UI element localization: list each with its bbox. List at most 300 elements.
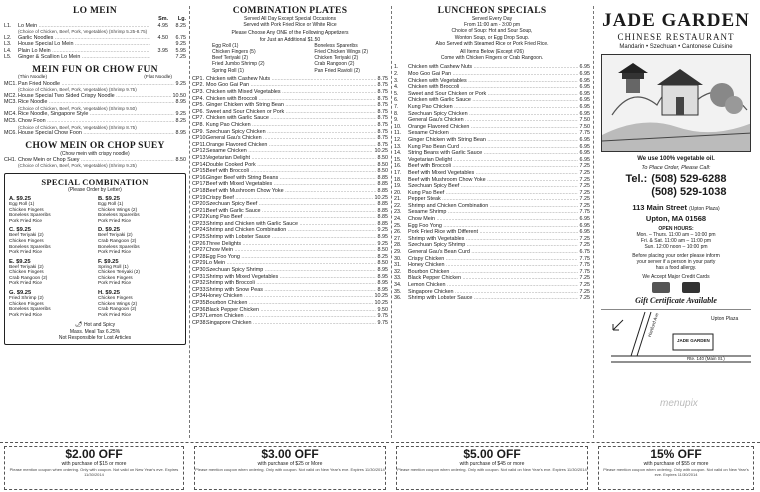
item-name: Singapore Chicken ..... bbox=[408, 289, 578, 296]
luncheon-item[interactable] bbox=[394, 64, 590, 71]
lunch-intro-2: From 11:00 am - 3:00 pm bbox=[463, 22, 521, 29]
combo-component: Egg Roll (1) bbox=[9, 201, 35, 207]
luncheon-item[interactable] bbox=[394, 78, 590, 85]
luncheon-item[interactable] bbox=[394, 157, 590, 164]
panel-divider bbox=[391, 6, 392, 438]
item-number: MC3. bbox=[4, 99, 17, 106]
combination-plate-item[interactable] bbox=[192, 221, 388, 228]
item-name: Szechuan Spicy Shrimp ..... bbox=[408, 242, 578, 249]
item-name: Lo Mein ..... bbox=[18, 23, 150, 30]
appetizer-choice: Crab Rangoon (2) bbox=[314, 61, 355, 68]
item-name: Ginger Chicken with String Bean ..... bbox=[408, 137, 578, 144]
item-name: Chicken with Vegetables ..... bbox=[408, 78, 578, 85]
item-name: Double Cooked Pork ..... bbox=[206, 162, 376, 169]
item-number: 28. bbox=[394, 242, 402, 249]
panel-divider bbox=[189, 6, 190, 438]
item-price: 8.50 bbox=[175, 156, 186, 163]
luncheon-item[interactable] bbox=[394, 203, 590, 210]
item-price: 10.50 bbox=[172, 92, 186, 99]
combo-component: Chicken Fingers bbox=[98, 275, 133, 281]
item-number: 18. bbox=[394, 176, 402, 183]
mein-fun-item[interactable] bbox=[4, 99, 186, 106]
luncheon-item[interactable] bbox=[394, 196, 590, 203]
item-price: 7.25 bbox=[579, 295, 590, 302]
item-price-sm: 4.95 bbox=[157, 22, 168, 29]
item-number: MC6. bbox=[4, 129, 17, 136]
combination-plate-item[interactable] bbox=[192, 201, 388, 208]
item-price: 6.95 bbox=[579, 103, 590, 110]
item-price: 7.25 bbox=[579, 242, 590, 249]
combination-plate-item[interactable] bbox=[192, 155, 388, 162]
item-number: 7. bbox=[394, 103, 399, 110]
oil-note: We use 100% vegetable oil. bbox=[637, 156, 715, 162]
combo-component: Boneless Spareribs bbox=[98, 244, 140, 250]
item-name: Chicken with Broccoli ..... bbox=[206, 96, 376, 103]
item-price: 9.25 bbox=[377, 227, 388, 234]
combo-option[interactable] bbox=[9, 227, 92, 255]
item-price-lg: 6.75 bbox=[175, 34, 186, 41]
lo-mein-item[interactable] bbox=[4, 23, 186, 30]
item-name: Lo Mein ..... bbox=[206, 260, 376, 267]
item-number: MC1. bbox=[4, 80, 17, 87]
item-name: Chow Mein ..... bbox=[206, 247, 376, 254]
luncheon-item[interactable] bbox=[394, 170, 590, 177]
luncheon-item[interactable] bbox=[394, 229, 590, 236]
map-jade-label: JADE GARDEN bbox=[677, 338, 710, 343]
item-number: CP7. bbox=[192, 115, 204, 122]
item-price: 7.25 bbox=[579, 189, 590, 196]
hot-spicy-label: Hot and Spicy bbox=[83, 322, 116, 329]
item-number: CP38. bbox=[192, 319, 207, 326]
item-name: Vegetarian Delight ..... bbox=[408, 157, 578, 164]
item-name: Bourbon Chicken ..... bbox=[408, 269, 578, 276]
luncheon-item[interactable] bbox=[394, 216, 590, 223]
combo-option[interactable] bbox=[9, 259, 92, 287]
item-price: 7.50 bbox=[579, 117, 590, 124]
item-price: 8.85 bbox=[377, 214, 388, 221]
luncheon-item[interactable] bbox=[394, 236, 590, 243]
luncheon-item[interactable] bbox=[394, 137, 590, 144]
item-price: 8.50 bbox=[377, 161, 388, 168]
combo-component: Pork Fried Rice bbox=[9, 281, 43, 287]
item-number: 14. bbox=[394, 150, 402, 157]
item-name: House Special Lo Mein ..... bbox=[18, 41, 150, 48]
combination-plate-item[interactable] bbox=[192, 82, 388, 89]
item-price: 8.75 bbox=[377, 121, 388, 128]
item-name: Sweet and Sour Chicken or Pork ..... bbox=[206, 109, 376, 116]
item-price: 8.75 bbox=[377, 128, 388, 135]
item-name: Shrimp and Chicken Combination ..... bbox=[206, 227, 376, 234]
item-name: Garlic Noodles ..... bbox=[18, 35, 150, 42]
combo-component: Pork Fried Rice bbox=[98, 218, 132, 224]
item-number: 36. bbox=[394, 295, 402, 302]
item-name: Chicken with Cashew Nuts ..... bbox=[206, 76, 376, 83]
item-price: 6.75 bbox=[579, 249, 590, 256]
item-price: 8.95 bbox=[377, 286, 388, 293]
luncheon-item[interactable] bbox=[394, 269, 590, 276]
item-price: 8.75 bbox=[377, 95, 388, 102]
item-name: Beef with Mixed Vegetables ..... bbox=[206, 181, 376, 188]
col-sm: Sm. bbox=[158, 16, 168, 22]
item-number: CP32. bbox=[192, 280, 207, 287]
item-number: CP15. bbox=[192, 168, 207, 175]
luncheon-item[interactable] bbox=[394, 282, 590, 289]
item-price: 7.25 bbox=[579, 288, 590, 295]
item-price: 7.25 bbox=[579, 183, 590, 190]
item-number: CP30. bbox=[192, 267, 207, 274]
luncheon-item[interactable] bbox=[394, 249, 590, 256]
combination-plates-list bbox=[192, 76, 388, 327]
cuisine-line: Mandarin • Szechuan • Cantonese Cuisine bbox=[619, 44, 733, 50]
hours-1: Mon. – Thurs. 11:00 am – 10:00 pm bbox=[636, 232, 716, 238]
item-number: CP27. bbox=[192, 247, 207, 254]
item-price: 6.95 bbox=[579, 90, 590, 97]
appetizer-choice: Chicken Teriyaki (2) bbox=[314, 55, 359, 62]
luncheon-item[interactable] bbox=[394, 289, 590, 296]
coupon-fine-print: Please mention coupon when ordering. Only with coupon. Not valid on New Year's eve. Expires 11/30/2014 bbox=[9, 467, 179, 477]
item-name: String Beans with Garlic Sauce ..... bbox=[408, 150, 578, 157]
chop-suey-subtitle: (Chow mein with crispy noodle) bbox=[60, 150, 130, 157]
item-number: CP25. bbox=[192, 234, 207, 241]
item-name: House Special Chow Foon ..... bbox=[18, 130, 174, 137]
combination-plate-item[interactable] bbox=[192, 280, 388, 287]
item-price: 9.75 bbox=[377, 313, 388, 320]
luncheon-list bbox=[394, 64, 590, 301]
combination-plate-item[interactable] bbox=[192, 287, 388, 294]
item-price: 7.75 bbox=[579, 209, 590, 216]
combo-option[interactable] bbox=[98, 290, 181, 318]
combo-option[interactable] bbox=[98, 196, 181, 224]
coupon-amount: 15% OFF bbox=[650, 447, 702, 461]
combination-plate-item[interactable] bbox=[192, 214, 388, 221]
item-price: 8.85 bbox=[377, 220, 388, 227]
item-price: 7.25 bbox=[579, 202, 590, 209]
item-price: 8.75 bbox=[377, 115, 388, 122]
item-price: 6.95 bbox=[579, 222, 590, 229]
item-name: Orange Flavored Chicken ..... bbox=[408, 124, 578, 131]
combo-component: Beef Teriyaki (2) bbox=[9, 264, 44, 270]
combo-component: Chicken Wings (2) bbox=[98, 301, 138, 307]
combo-header: G. $9.25 bbox=[9, 290, 32, 297]
combination-plate-item[interactable] bbox=[192, 76, 388, 83]
mein-fun-item[interactable] bbox=[4, 118, 186, 125]
item-note-text: (Choice of Chicken, Beef, Pork, Vegetables) (Shrimp 9.25) bbox=[18, 163, 137, 169]
item-number: 13. bbox=[394, 143, 402, 150]
combo-component: Crab Rangoon (2) bbox=[98, 238, 137, 244]
item-number: MC2. bbox=[4, 92, 17, 99]
item-name: Chicken with Garlic Sauce ..... bbox=[206, 115, 376, 122]
appetizer-choice: Fried Jumbo Shrimp (2) bbox=[212, 61, 265, 68]
luncheon-item[interactable] bbox=[394, 150, 590, 157]
item-price: 7.25 bbox=[579, 282, 590, 289]
combination-plate-item[interactable] bbox=[192, 135, 388, 142]
item-price: 6.95 bbox=[579, 156, 590, 163]
item-name: Shrimp and Chicken Combination ..... bbox=[408, 203, 578, 210]
mein-fun-item[interactable] bbox=[4, 130, 186, 137]
item-price: 6.95 bbox=[579, 216, 590, 223]
item-name: Honey Chicken ..... bbox=[408, 262, 578, 269]
combination-plate-item[interactable] bbox=[192, 181, 388, 188]
item-name: Egg Foo Yong ..... bbox=[408, 223, 578, 230]
item-name: Chow Mein or Chop Suey ..... bbox=[18, 157, 174, 164]
combination-plate-item[interactable] bbox=[192, 96, 388, 103]
chili-icon: 🌶 bbox=[74, 322, 83, 329]
item-number: 17. bbox=[394, 169, 402, 176]
combination-plate-item[interactable] bbox=[192, 122, 388, 129]
item-price: 8.75 bbox=[377, 135, 388, 142]
map-route-label: Rte. 140 (Main St.) bbox=[687, 356, 725, 361]
lo-mein-item[interactable] bbox=[4, 35, 186, 42]
phone-1[interactable]: (508) 529-6288 bbox=[651, 173, 727, 185]
coupon[interactable] bbox=[194, 446, 386, 490]
item-price: 8.95 bbox=[377, 267, 388, 274]
item-number: CP13. bbox=[192, 154, 207, 161]
item-number: 34. bbox=[394, 282, 402, 289]
item-note-text: (Choice of Chicken, Beef, Pork, Vegetables) (Shrimp 9.75) bbox=[18, 87, 137, 93]
phone-2[interactable]: (508) 529-1038 bbox=[651, 186, 727, 198]
item-number: CP3. bbox=[192, 89, 204, 96]
item-number: CP24. bbox=[192, 227, 207, 234]
combination-plate-item[interactable] bbox=[192, 320, 388, 327]
item-number: 30. bbox=[394, 255, 402, 262]
item-price-lg: 8.25 bbox=[175, 22, 186, 29]
item-name: Lemon Chicken ..... bbox=[206, 313, 376, 320]
item-name: Shrimp and Chicken with Garlic Sauce ..... bbox=[206, 221, 376, 228]
item-note-text: (Choice of Chicken, Beef, Pork, Vegetables) (Shrimp 5.25-8.75) bbox=[18, 29, 148, 35]
item-number: CP9. bbox=[192, 128, 204, 135]
item-number: CP23. bbox=[192, 220, 207, 227]
combination-plate-item[interactable] bbox=[192, 241, 388, 248]
item-number: 12. bbox=[394, 136, 402, 143]
item-number: CP6. bbox=[192, 108, 204, 115]
combination-plate-item[interactable] bbox=[192, 175, 388, 182]
combo-component: Crab Rangoon (2) bbox=[98, 307, 137, 313]
luncheon-title: LUNCHEON SPECIALS bbox=[437, 6, 547, 16]
luncheon-item[interactable] bbox=[394, 97, 590, 104]
luncheon-item[interactable] bbox=[394, 91, 590, 98]
combination-plate-item[interactable] bbox=[192, 260, 388, 267]
item-number: CP4. bbox=[192, 95, 204, 102]
combination-plate-item[interactable] bbox=[192, 109, 388, 116]
appetizer-choice: Boneless Spareribs bbox=[314, 42, 358, 49]
item-name: Beef with Mushroom Chow Yoke ..... bbox=[206, 188, 376, 195]
item-number: 22. bbox=[394, 202, 402, 209]
mein-fun-item[interactable] bbox=[4, 81, 186, 88]
combination-plate-item[interactable] bbox=[192, 313, 388, 320]
combination-plate-item[interactable] bbox=[192, 142, 388, 149]
item-number: CP5. bbox=[192, 102, 204, 109]
item-number: 29. bbox=[394, 249, 402, 256]
panel-divider bbox=[593, 6, 594, 438]
item-name: Ginger Chicken with String Bean ..... bbox=[206, 102, 376, 109]
special-combo-title: SPECIAL COMBINATION bbox=[41, 176, 149, 187]
item-name: Plain Lo Mein ..... bbox=[18, 48, 150, 55]
appetizer-choice: Fried Chicken Wings (2) bbox=[314, 49, 368, 56]
combination-plate-item[interactable] bbox=[192, 115, 388, 122]
combination-plate-item[interactable] bbox=[192, 300, 388, 307]
item-price: 6.95 bbox=[579, 64, 590, 71]
combination-plate-item[interactable] bbox=[192, 267, 388, 274]
restaurant-subtitle: CHINESE RESTAURANT bbox=[617, 32, 735, 42]
panel-luncheon-specials bbox=[394, 6, 590, 438]
tel-label: Tel.: bbox=[625, 173, 648, 185]
item-price-lg: 9.25 bbox=[175, 41, 186, 48]
item-note bbox=[4, 163, 186, 168]
item-price: 8.95 bbox=[377, 234, 388, 241]
combo-component: Chicken Fingers bbox=[98, 296, 133, 302]
combination-plate-item[interactable] bbox=[192, 254, 388, 261]
luncheon-item[interactable] bbox=[394, 223, 590, 230]
combination-plate-item[interactable] bbox=[192, 188, 388, 195]
appetizer-choice: Chicken Fingers (5) bbox=[212, 49, 256, 56]
coupon[interactable] bbox=[4, 446, 184, 490]
item-name: Beef with Mixed Vegetables ..... bbox=[408, 170, 578, 177]
combo-appetizer-choices bbox=[192, 43, 388, 74]
item-name: Sweet and Sour Chicken or Pork ..... bbox=[408, 91, 578, 98]
phone-numbers bbox=[651, 173, 726, 199]
appetizer-choice: Pan Fried Ravioli (2) bbox=[314, 67, 360, 74]
item-price: 8.50 bbox=[377, 168, 388, 175]
combination-plate-item[interactable] bbox=[192, 208, 388, 215]
item-number: CP11. bbox=[192, 141, 207, 148]
combination-plate-item[interactable] bbox=[192, 227, 388, 234]
item-number: CP8. bbox=[192, 121, 204, 128]
item-number: CP20. bbox=[192, 201, 207, 208]
item-price: 8.75 bbox=[377, 141, 388, 148]
street-address: 113 Main Street bbox=[632, 203, 687, 212]
lo-mein-item[interactable] bbox=[4, 48, 186, 55]
combo-component: Beef Teriyaki (2) bbox=[9, 233, 44, 239]
item-number: 9. bbox=[394, 117, 399, 124]
item-number: CP10. bbox=[192, 135, 207, 142]
mein-fun-item[interactable] bbox=[4, 111, 186, 118]
item-price: 7.25 bbox=[579, 163, 590, 170]
item-price: 7.75 bbox=[579, 130, 590, 137]
item-price: 8.50 bbox=[377, 154, 388, 161]
luncheon-item[interactable] bbox=[394, 130, 590, 137]
combo-component: Chicken Fingers bbox=[9, 238, 44, 244]
luncheon-item[interactable] bbox=[394, 177, 590, 184]
combo-option[interactable] bbox=[98, 227, 181, 255]
combo-component: Chicken Fingers bbox=[9, 270, 44, 276]
item-price: 9.25 bbox=[175, 111, 186, 118]
item-number: 15. bbox=[394, 156, 402, 163]
luncheon-item[interactable] bbox=[394, 256, 590, 263]
luncheon-item[interactable] bbox=[394, 111, 590, 118]
combo-option[interactable] bbox=[9, 196, 92, 224]
panel-noodles bbox=[4, 6, 186, 438]
combination-plate-item[interactable] bbox=[192, 168, 388, 175]
luncheon-item[interactable] bbox=[394, 117, 590, 124]
item-price: 6.95 bbox=[579, 136, 590, 143]
item-name: Kung Pao Beef ..... bbox=[408, 190, 578, 197]
combination-plate-item[interactable] bbox=[192, 293, 388, 300]
item-number: CP35. bbox=[192, 300, 207, 307]
item-name: Shrimp with Mixed Vegetables ..... bbox=[206, 274, 376, 281]
luncheon-item[interactable] bbox=[394, 209, 590, 216]
item-name: Kung Pao Chicken ..... bbox=[408, 104, 578, 111]
combination-plate-item[interactable] bbox=[192, 129, 388, 136]
item-number: CP34. bbox=[192, 293, 207, 300]
allergy-3: has a food allergy. bbox=[655, 265, 697, 271]
luncheon-item[interactable] bbox=[394, 163, 590, 170]
item-name: Shrimp with Vegetables ..... bbox=[408, 236, 578, 243]
item-number: MC5. bbox=[4, 117, 17, 124]
col-lg: Lg. bbox=[177, 16, 186, 22]
item-number: CP22. bbox=[192, 214, 207, 221]
item-number: CP31. bbox=[192, 273, 207, 280]
item-price: 8.95 bbox=[377, 280, 388, 287]
luncheon-item[interactable] bbox=[394, 262, 590, 269]
combination-plate-item[interactable] bbox=[192, 247, 388, 254]
special-combo-subtitle: (Please Order by Letter) bbox=[68, 186, 122, 193]
coupon[interactable] bbox=[396, 446, 588, 490]
combo-option[interactable] bbox=[98, 259, 181, 287]
item-name: Kung Pao Chicken ..... bbox=[206, 122, 376, 129]
mein-fun-item[interactable] bbox=[4, 93, 186, 100]
luncheon-item[interactable] bbox=[394, 104, 590, 111]
allergy-1: Before placing your order please inform bbox=[632, 253, 720, 259]
special-combination-box bbox=[4, 173, 186, 345]
item-name: Pork Fried Rice with Different ..... bbox=[408, 229, 578, 236]
item-number: L4. bbox=[4, 47, 12, 54]
item-number: L5. bbox=[4, 54, 12, 61]
combination-plate-item[interactable] bbox=[192, 89, 388, 96]
item-name: Chicken with Broccoli ..... bbox=[408, 84, 578, 91]
luncheon-item[interactable] bbox=[394, 71, 590, 78]
appetizer-choice: Spring Roll (1) bbox=[212, 67, 244, 74]
coupon-condition: with purchase of $45 or more bbox=[459, 461, 525, 467]
combination-plate-item[interactable] bbox=[192, 274, 388, 281]
luncheon-item[interactable] bbox=[394, 124, 590, 131]
item-price-sm bbox=[150, 54, 168, 61]
item-price: 8.25 bbox=[377, 253, 388, 260]
chop-suey-item[interactable] bbox=[4, 157, 186, 164]
luncheon-item[interactable] bbox=[394, 242, 590, 249]
item-name: Szechuan Spicy Shrimp ..... bbox=[206, 267, 376, 274]
coupon[interactable] bbox=[598, 446, 754, 490]
coupon-amount: $2.00 OFF bbox=[65, 447, 123, 461]
combination-plate-item[interactable] bbox=[192, 195, 388, 202]
lo-mein-item[interactable] bbox=[4, 54, 186, 61]
item-name: General Gau's Chicken ..... bbox=[206, 135, 376, 142]
luncheon-item[interactable] bbox=[394, 84, 590, 91]
item-price: 8.95 bbox=[377, 273, 388, 280]
combination-plate-item[interactable] bbox=[192, 148, 388, 155]
luncheon-item[interactable] bbox=[394, 190, 590, 197]
combination-plate-item[interactable] bbox=[192, 102, 388, 109]
luncheon-item[interactable] bbox=[394, 183, 590, 190]
combo-apps-right bbox=[314, 43, 368, 74]
combo-option[interactable] bbox=[9, 290, 92, 318]
luncheon-item[interactable] bbox=[394, 144, 590, 151]
hours-3: Sun. 12:00 noon – 10:00 pm bbox=[644, 244, 708, 250]
lo-mein-col-header bbox=[4, 16, 186, 23]
address-line-2: Upton, MA 01568 bbox=[645, 214, 707, 223]
watermark: menupix bbox=[660, 398, 698, 409]
luncheon-item[interactable] bbox=[394, 275, 590, 282]
item-name: Shrimp with Snow Peas ..... bbox=[206, 287, 376, 294]
coupon-amount: $3.00 OFF bbox=[261, 447, 319, 461]
item-number: 6. bbox=[394, 97, 399, 104]
combination-plate-item[interactable] bbox=[192, 162, 388, 169]
lo-mein-item[interactable] bbox=[4, 41, 186, 48]
combination-plate-item[interactable] bbox=[192, 234, 388, 241]
combination-plate-item[interactable] bbox=[192, 307, 388, 314]
hours-title: OPEN HOURS: bbox=[658, 226, 694, 232]
luncheon-item[interactable] bbox=[394, 295, 590, 302]
combo-component: Fried Shrimp (2) bbox=[9, 296, 44, 302]
